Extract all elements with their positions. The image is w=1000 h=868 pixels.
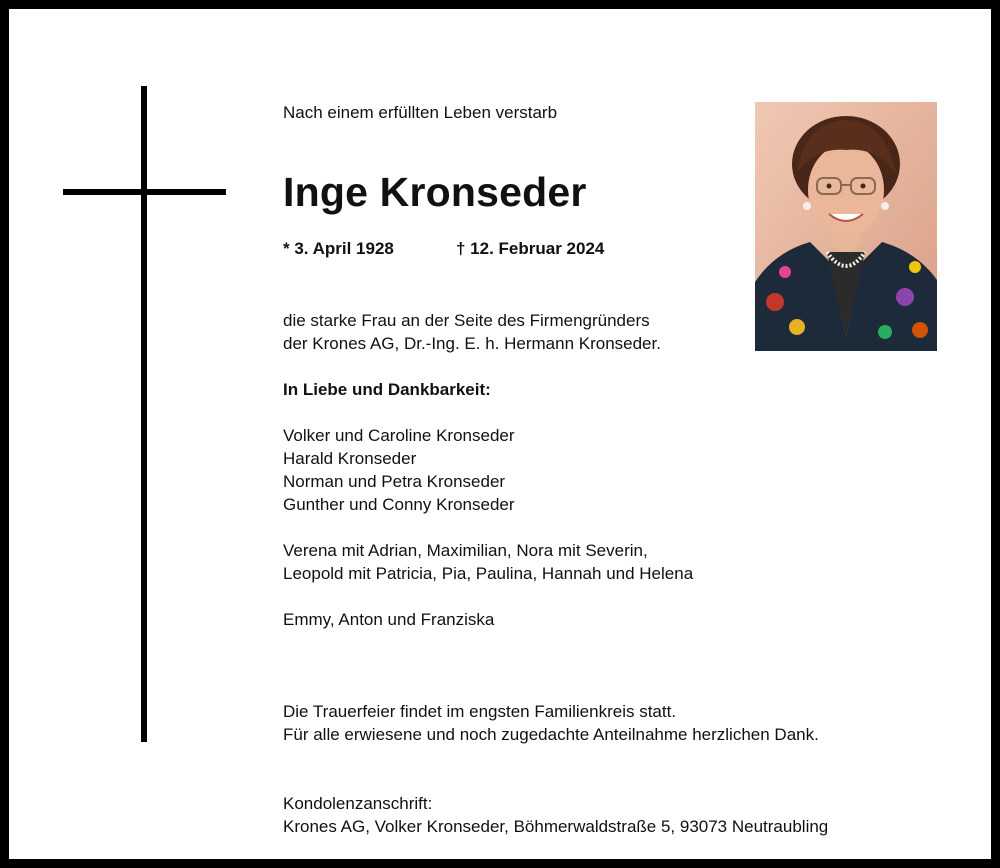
family-line: Volker und Caroline Kronseder bbox=[283, 426, 515, 445]
intro-line bbox=[283, 101, 557, 124]
deceased-name: Inge Kronseder bbox=[283, 169, 587, 215]
service-notice bbox=[283, 700, 819, 746]
birth-date: * 3. April 1928 bbox=[283, 239, 394, 258]
thanks-heading bbox=[283, 378, 491, 401]
condolence-address bbox=[283, 792, 828, 838]
family-greatgrandchildren bbox=[283, 608, 494, 631]
family-line: Emmy, Anton und Franziska bbox=[283, 610, 495, 629]
intro-text: Nach einem erfüllten Leben verstarb bbox=[283, 103, 558, 122]
portrait-illustration bbox=[755, 102, 937, 351]
family-line: Norman und Petra Kronseder bbox=[283, 472, 506, 491]
family-line: Verena mit Adrian, Maximilian, Nora mit Severin, bbox=[283, 541, 648, 560]
family-children bbox=[283, 424, 515, 516]
service-line: Für alle erwiesene und noch zugedachte Anteilnahme herzlichen Dank. bbox=[283, 725, 819, 744]
family-grandchildren bbox=[283, 539, 693, 585]
description-line: die starke Frau an der Seite des Firmengründers bbox=[283, 311, 650, 330]
family-line: Gunther und Conny Kronseder bbox=[283, 495, 515, 514]
service-line: Die Trauerfeier findet im engsten Familienkreis statt. bbox=[283, 702, 677, 721]
description-line: der Krones AG, Dr.-Ing. E. h. Hermann Kronseder. bbox=[283, 334, 661, 353]
family-line: Leopold mit Patricia, Pia, Paulina, Hannah und Helena bbox=[283, 564, 694, 583]
cross-vertical-beam bbox=[141, 86, 147, 742]
address-line: Krones AG, Volker Kronseder, Böhmerwaldstraße 5, 93073 Neutraubling bbox=[283, 817, 829, 836]
thanks-heading-text: In Liebe und Dankbarkeit: bbox=[283, 380, 491, 399]
address-label: Kondolenzanschrift: bbox=[283, 794, 433, 813]
cross-horizontal-beam bbox=[63, 189, 226, 195]
death-date: † 12. Februar 2024 bbox=[456, 239, 605, 258]
description bbox=[283, 309, 661, 355]
portrait-photo bbox=[755, 102, 937, 351]
family-line: Harald Kronseder bbox=[283, 449, 417, 468]
